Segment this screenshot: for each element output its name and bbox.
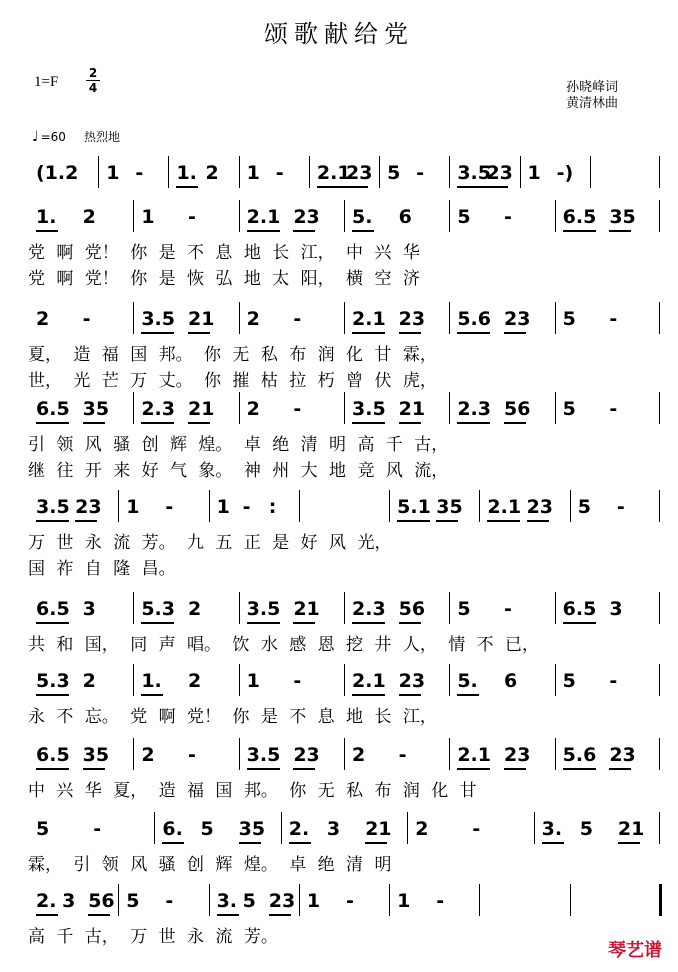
note-token: 2	[82, 206, 96, 228]
note-token: 23	[268, 890, 296, 912]
note-token: -	[609, 398, 618, 420]
beam-underline	[141, 694, 163, 696]
beam-underline	[141, 422, 174, 424]
beam-underline	[269, 914, 291, 916]
beam-underline	[352, 332, 385, 334]
note-token: 5.1	[397, 496, 431, 518]
beam-underline	[36, 914, 58, 916]
beam-underline	[141, 622, 174, 624]
note-token: 1	[527, 162, 541, 184]
note-token: -	[398, 744, 407, 766]
note-token: 35	[609, 206, 636, 228]
notes-line	[28, 398, 660, 420]
note-token: 21	[398, 398, 426, 420]
beam-underline	[289, 842, 311, 844]
note-token: -	[165, 890, 174, 912]
notes-line	[28, 598, 660, 620]
beam-underline	[397, 520, 430, 522]
lyric-line: 共 和 国， 同 声 唱。 饮 水 感 恩 挖 井 人， 情 不 已，	[28, 635, 540, 655]
note-token: 2	[246, 398, 260, 420]
notes-line	[28, 818, 660, 840]
note-token: -	[135, 162, 144, 184]
note-token: 5.3	[141, 598, 175, 620]
note-token: 3.	[216, 890, 238, 912]
note-token: 1.	[141, 670, 162, 692]
note-token: 6.	[162, 818, 183, 840]
note-token: 23	[486, 162, 513, 184]
page-title: 颂歌献给党	[264, 20, 414, 48]
note-token: 1.	[176, 162, 197, 184]
lyric-line: 中 兴 华 夏， 造 福 国 邦。 你 无 私 布 润 化 甘	[28, 781, 477, 801]
beam-underline	[504, 768, 526, 770]
notes-line	[28, 308, 660, 330]
note-token: 2	[205, 162, 219, 184]
note-token: 3.5	[141, 308, 175, 330]
note-token: 5	[577, 496, 591, 518]
beam-underline	[83, 768, 105, 770]
note-token: -	[93, 818, 102, 840]
note-token: 56	[504, 398, 531, 420]
note-token: 6	[398, 206, 412, 228]
beam-underline	[457, 422, 490, 424]
beam-underline	[293, 768, 315, 770]
note-token: 2.	[36, 890, 57, 912]
note-token: 5	[457, 206, 471, 228]
notes-line	[28, 162, 660, 184]
note-token: 6.5	[36, 598, 70, 620]
beam-underline	[188, 332, 210, 334]
note-token: -	[609, 308, 618, 330]
tempo-value: =60	[40, 130, 66, 144]
note-token: 3.5	[352, 398, 386, 420]
beam-underline	[365, 842, 387, 844]
beam-underline	[36, 422, 69, 424]
lyric-line: 继 往 开 来 好 气 象。 神 州 大 地 竞 风 流，	[28, 461, 449, 481]
lyric-line: 永 不 忘。 党 啊 党！ 你 是 不 息 地 长 江，	[28, 707, 437, 727]
note-token: -	[472, 818, 481, 840]
note-token: -	[293, 670, 302, 692]
note-token: 2.1	[457, 744, 491, 766]
note-token: 5.3	[36, 670, 70, 692]
note-token: 6	[504, 670, 518, 692]
beam-underline	[563, 768, 596, 770]
note-token: -	[188, 206, 196, 228]
meter-bottom: 4	[86, 80, 100, 95]
quarter-note-icon: ♩	[32, 129, 39, 145]
note-token: -	[504, 598, 512, 620]
note-token: 5	[200, 818, 214, 840]
note-token: 2.3	[457, 398, 491, 420]
tempo-marking	[32, 128, 120, 145]
note-token: 35	[82, 744, 110, 766]
note-token: 1	[126, 496, 140, 518]
note-token: (1.	[36, 162, 66, 184]
note-token: -	[275, 162, 284, 184]
note-token: 3.5	[457, 162, 491, 184]
time-signature	[86, 66, 100, 95]
beam-underline	[457, 186, 490, 188]
lyric-line: 国 祚 自 隆 昌。	[28, 559, 176, 579]
beam-underline	[88, 914, 110, 916]
note-token: 3.5	[246, 598, 281, 620]
lyric-line: 党 啊 党！ 你 是 不 息 地 长 江， 中 兴 华	[28, 243, 420, 263]
note-token: :	[268, 496, 277, 518]
beam-underline	[542, 842, 564, 844]
note-token: -	[436, 890, 445, 912]
beam-underline	[527, 520, 549, 522]
note-token: 6.5	[562, 598, 597, 620]
note-token: -	[188, 744, 196, 766]
beam-underline	[239, 842, 261, 844]
note-token: 5	[562, 308, 576, 330]
note-token: -	[616, 496, 625, 518]
note-token: 5.6	[562, 744, 597, 766]
note-token: 3	[62, 890, 76, 912]
note-token: -)	[556, 162, 574, 184]
note-token: 2.1	[487, 496, 522, 518]
beam-underline	[352, 694, 385, 696]
beam-underline	[457, 332, 490, 334]
note-token: 6.5	[562, 206, 597, 228]
note-token: 6.5	[36, 398, 70, 420]
note-token: 23	[504, 744, 531, 766]
beam-underline	[75, 520, 97, 522]
beam-underline	[83, 422, 105, 424]
lyricist: 孙晓峰词	[566, 80, 619, 95]
notes-line	[28, 670, 660, 692]
note-token: 21	[365, 818, 392, 840]
note-token: 2	[188, 670, 202, 692]
note-token: 3.	[541, 818, 563, 840]
note-token: 35	[436, 496, 463, 518]
lyric-line: 党 啊 党！ 你 是 恢 弘 地 太 阳， 横 空 济	[28, 269, 420, 289]
beam-underline	[487, 520, 520, 522]
lyric-line: 夏， 造 福 国 邦。 你 无 私 布 润 化 甘 霖，	[28, 345, 437, 365]
beam-underline	[317, 186, 350, 188]
note-token: 23	[346, 162, 373, 184]
note-token: 5.	[352, 206, 373, 228]
note-token: 2.	[288, 818, 310, 840]
note-token: 2	[188, 598, 202, 620]
note-token: 2.1	[246, 206, 281, 228]
beam-underline	[36, 230, 58, 232]
notes-line	[28, 890, 660, 912]
beam-underline	[36, 622, 69, 624]
note-token: 23	[526, 496, 554, 518]
beam-underline	[399, 622, 421, 624]
note-token: -	[504, 206, 512, 228]
note-token: 2	[246, 308, 260, 330]
beam-underline	[399, 694, 421, 696]
note-token: -	[293, 308, 302, 330]
note-token: 5	[457, 598, 471, 620]
note-token: -	[242, 496, 251, 518]
note-token: 56	[398, 598, 426, 620]
beam-underline	[188, 422, 210, 424]
note-token: 35	[238, 818, 266, 840]
note-token: 2	[141, 744, 155, 766]
note-token: 2.3	[352, 598, 386, 620]
note-token: -	[609, 670, 618, 692]
note-token: 5	[242, 890, 256, 912]
note-token: 5	[562, 670, 576, 692]
beam-underline	[141, 332, 174, 334]
credits	[566, 80, 618, 112]
note-token: 3.5	[36, 496, 70, 518]
beam-underline	[247, 622, 280, 624]
notes-line	[28, 206, 660, 228]
note-token: 5.6	[457, 308, 491, 330]
note-token: -	[346, 890, 354, 912]
beam-underline	[352, 422, 385, 424]
note-token: 1.	[36, 206, 57, 228]
note-token: 23	[504, 308, 531, 330]
beam-underline	[457, 694, 479, 696]
beam-underline	[247, 768, 280, 770]
beam-underline	[609, 768, 631, 770]
note-token: 23	[398, 308, 426, 330]
note-token: 2	[36, 308, 50, 330]
notes-line	[28, 496, 660, 518]
expression-marking: 热烈地	[83, 130, 120, 144]
note-token: 1	[141, 206, 155, 228]
note-token: 2.1	[352, 308, 386, 330]
beam-underline	[162, 842, 184, 844]
note-token: 1	[246, 670, 260, 692]
beam-underline	[486, 186, 508, 188]
beam-underline	[36, 694, 69, 696]
note-token: 2	[352, 744, 366, 766]
beam-underline	[36, 768, 69, 770]
note-token: 5.	[457, 670, 478, 692]
note-token: 2	[65, 162, 79, 184]
note-token: 23	[293, 206, 320, 228]
watermark-logo: 琴艺谱	[608, 940, 662, 961]
note-token: 1	[246, 162, 260, 184]
beam-underline	[176, 186, 198, 188]
beam-underline	[563, 622, 596, 624]
note-token: 23	[609, 744, 636, 766]
beam-underline	[563, 230, 596, 232]
beam-underline	[352, 230, 374, 232]
note-token: -	[416, 162, 425, 184]
note-token: 2.3	[141, 398, 175, 420]
note-token: 21	[617, 818, 645, 840]
beam-underline	[293, 622, 315, 624]
notes-line	[28, 744, 660, 766]
meter-top: 2	[88, 66, 98, 80]
note-token: 21	[188, 398, 215, 420]
note-token: 1	[106, 162, 120, 184]
note-token: 3	[326, 818, 341, 840]
note-token: 5	[126, 890, 140, 912]
beam-underline	[618, 842, 640, 844]
beam-underline	[247, 230, 280, 232]
beam-underline	[352, 622, 385, 624]
beam-underline	[457, 768, 490, 770]
note-token: 3.5	[246, 744, 281, 766]
note-token: 6.5	[36, 744, 70, 766]
lyric-line: 引 领 风 骚 创 辉 煌。 卓 绝 清 明 高 千 古，	[28, 435, 449, 455]
note-token: 2	[415, 818, 429, 840]
note-token: -	[82, 308, 91, 330]
beam-underline	[399, 422, 421, 424]
note-token: 5	[562, 398, 576, 420]
beam-underline	[504, 422, 526, 424]
beam-underline	[436, 520, 458, 522]
note-token: 1	[397, 890, 411, 912]
beam-underline	[217, 914, 239, 916]
note-token: -	[165, 496, 174, 518]
note-token: 5	[579, 818, 593, 840]
lyric-line: 世， 光 芒 万 丈。 你 摧 枯 拉 朽 曾 伏 虎，	[28, 371, 437, 391]
note-token: 1	[216, 496, 230, 518]
composer: 黄清林曲	[566, 96, 619, 111]
note-token: 5	[36, 818, 50, 840]
note-token: 21	[188, 308, 215, 330]
beam-underline	[399, 332, 421, 334]
note-token: 56	[88, 890, 115, 912]
note-token: 2.1	[352, 670, 386, 692]
beam-underline	[293, 230, 315, 232]
beam-underline	[504, 332, 526, 334]
note-token: 2.1	[316, 162, 351, 184]
key-signature: 1=F	[34, 74, 59, 90]
note-token: 23	[398, 670, 426, 692]
note-token: 23	[75, 496, 102, 518]
beam-underline	[609, 230, 631, 232]
note-token: 1	[306, 890, 321, 912]
beam-underline	[36, 520, 69, 522]
lyric-line: 万 世 永 流 芳。 九 五 正 是 好 风 光，	[28, 533, 392, 553]
note-token: 3	[609, 598, 623, 620]
lyric-line: 高 千 古， 万 世 永 流 芳。	[28, 927, 278, 947]
beam-underline	[346, 186, 368, 188]
note-token: 2	[82, 670, 96, 692]
note-token: -	[293, 398, 302, 420]
note-token: 5	[387, 162, 401, 184]
note-token: 35	[82, 398, 110, 420]
note-token: 21	[293, 598, 320, 620]
note-token: 3	[82, 598, 96, 620]
note-token: 23	[293, 744, 320, 766]
lyric-line: 霖， 引 领 风 骚 创 辉 煌。 卓 绝 清 明	[28, 855, 392, 875]
